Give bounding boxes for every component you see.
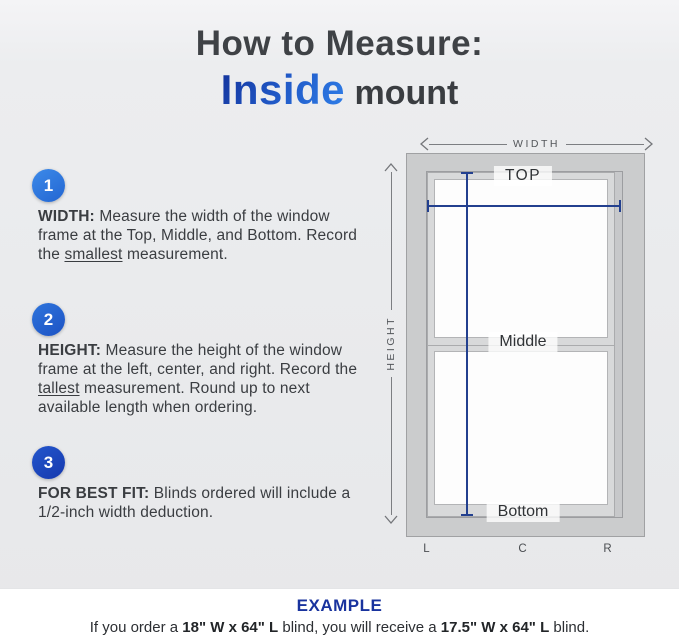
width-measure-line (427, 205, 621, 207)
step-2-underlined-word: tallest (38, 380, 80, 397)
measure-cap (461, 514, 473, 516)
window-bottom-pane (434, 351, 608, 505)
example-footer (0, 588, 679, 642)
step-3-number-badge (32, 446, 65, 479)
marker-center: C (518, 543, 528, 555)
step-1-number: 1 (43, 175, 54, 195)
example-line (0, 619, 679, 636)
step-1-text-after: measurement. (122, 246, 228, 263)
step-3-number: 3 (43, 452, 54, 472)
step-2-text-before: Measure the height of the window frame at the left, center, and right. Record the (38, 342, 358, 378)
arrow-line (566, 144, 644, 145)
title-emphasis: Inside (220, 66, 346, 113)
step-2-label: HEIGHT: (38, 342, 102, 359)
arrow-down-icon (384, 515, 398, 524)
step-3-text-before: Blinds ordered will include a 1/2-inch width deduction. (38, 485, 351, 521)
arrow-right-icon (644, 137, 653, 151)
step-2-text-after: measurement. Round up to next available length when ordering. (38, 380, 310, 416)
page-title (0, 24, 679, 114)
width-label: WIDTH (513, 138, 560, 150)
title-suffix: mount (345, 74, 459, 112)
label-bottom: Bottom (487, 502, 560, 522)
marker-right: R (603, 543, 613, 555)
measure-cap (461, 172, 473, 174)
step-2-number: 2 (43, 309, 54, 329)
arrow-line (391, 377, 392, 515)
example-middle: blind, you will receive a (278, 619, 441, 636)
arrow-line (429, 144, 507, 145)
example-suffix: blind. (549, 619, 590, 636)
step-2-number-badge (32, 303, 65, 336)
step-1-text (38, 207, 362, 264)
step-2 (32, 303, 362, 417)
arrow-left-icon (420, 137, 429, 151)
label-top: TOP (494, 166, 552, 186)
step-3-label: FOR BEST FIT: (38, 485, 150, 502)
window-bottom-sash (427, 345, 615, 517)
height-measure-line (466, 172, 468, 516)
window-track (614, 172, 622, 517)
example-received-size: 17.5" W x 64" L (440, 619, 550, 636)
arrow-line (391, 172, 392, 310)
step-1-underlined-word: smallest (64, 246, 123, 263)
height-label: HEIGHT (385, 316, 397, 371)
example-prefix: If you order a (89, 619, 183, 636)
step-1-number-badge (32, 169, 65, 202)
step-3-text (38, 484, 362, 522)
step-3 (32, 446, 362, 522)
label-middle: Middle (488, 332, 557, 352)
step-1 (32, 169, 362, 264)
window-top-sash (427, 172, 615, 346)
marker-left: L (423, 543, 431, 555)
step-1-label: WIDTH: (38, 208, 95, 225)
window-top-pane (434, 179, 608, 338)
example-heading: EXAMPLE (296, 596, 383, 615)
title-line1: How to Measure: (195, 24, 484, 63)
measure-cap (619, 200, 621, 212)
example-ordered-size: 18" W x 64" L (182, 619, 279, 636)
title-line2 (0, 66, 679, 114)
width-dimension-arrow (420, 137, 653, 151)
step-2-text (38, 341, 362, 417)
arrow-up-icon (384, 163, 398, 172)
step-1-text-before: Measure the width of the window frame at the Top, Middle, and Bottom. Record the (38, 208, 358, 263)
measure-cap (427, 200, 429, 212)
height-dimension-arrow (383, 163, 399, 524)
